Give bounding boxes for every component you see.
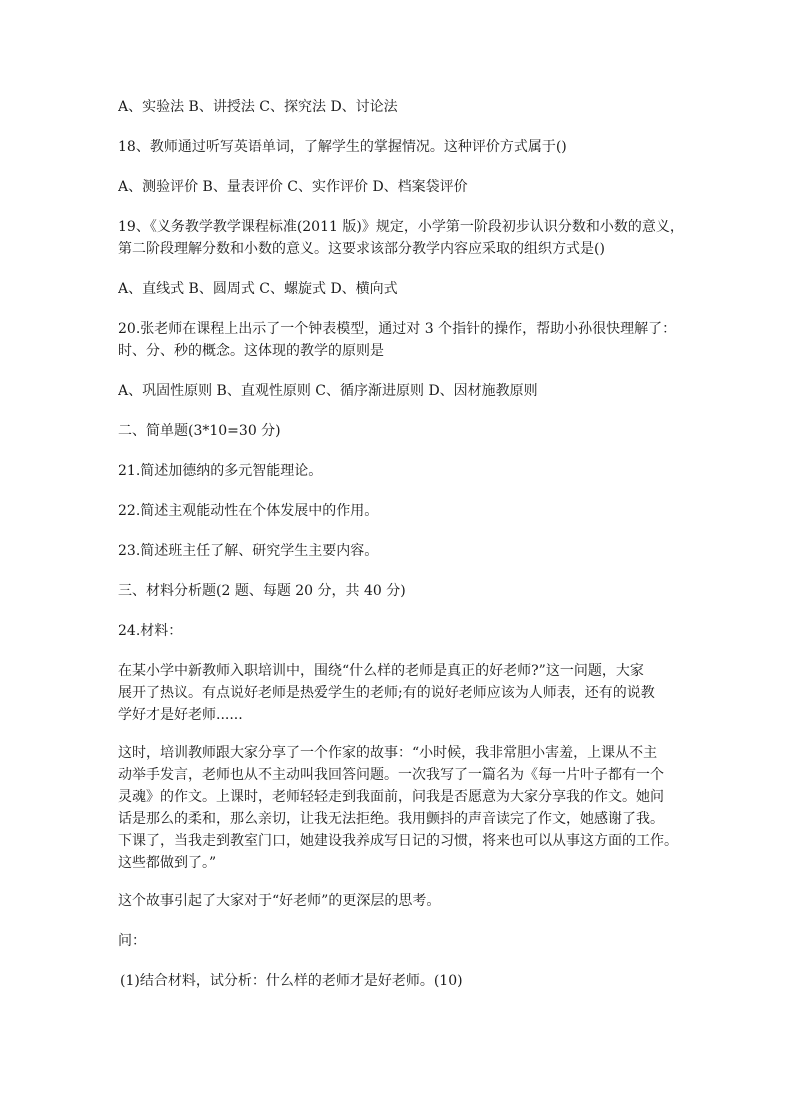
question-20-line-2: 时、分、秒的概念。这体现的教学的原则是 [118, 343, 384, 359]
material-paragraph-2-line-6: 这些都做到了。” [118, 855, 217, 871]
material-paragraph-2-line-5: 下课了，当我走到教室门口，她建设我养成写日记的习惯，将来也可以从事这方面的工作。 [118, 833, 678, 849]
question-18: 18、教师通过听写英语单词，了解学生的掌握情况。这种评价方式属于() [118, 139, 567, 155]
material-paragraph-1-line-3: 学好才是好老师...... [118, 707, 243, 723]
option-line-q19: A、直线式 B、圆周式 C、螺旋式 D、横向式 [118, 281, 398, 297]
question-23: 23.简述班主任了解、研究学生主要内容。 [118, 543, 379, 559]
material-paragraph-1-line-2: 展开了热议。有点说好老师是热爱学生的老师;有的说好老师应该为人师表，还有的说教 [118, 685, 655, 701]
material-paragraph-2-line-4: 话是那么的柔和，那么亲切，让我无法拒绝。我用颤抖的声音读完了作文，她感谢了我。 [118, 811, 664, 827]
question-21: 21.简述加德纳的多元智能理论。 [118, 463, 323, 479]
option-line-q20: A、巩固性原则 B、直观性原则 C、循序渐进原则 D、因材施教原则 [118, 383, 538, 399]
sub-question-1: (1)结合材料，试分析：什么样的老师才是好老师。(10) [120, 973, 463, 989]
material-paragraph-2-line-2: 动举手发言，老师也从不主动叫我回答问题。一次我写了一篇名为《每一片叶子都有一个 [118, 767, 664, 783]
section-heading-material-analysis: 三、材料分析题(2 题、每题 20 分，共 40 分) [118, 583, 406, 599]
material-paragraph-2-line-3: 灵魂》的作文。上课时，老师轻轻走到我面前，问我是否愿意为大家分享我的作文。她问 [118, 789, 664, 805]
question-22: 22.简述主观能动性在个体发展中的作用。 [118, 503, 379, 519]
section-heading-short-answer: 二、简单题(3*10=30 分) [118, 423, 281, 439]
option-line-q17: A、实验法 B、讲授法 C、探究法 D、讨论法 [118, 99, 398, 115]
option-line-q18: A、测验评价 B、量表评价 C、实作评价 D、档案袋评价 [118, 179, 468, 195]
question-20-line-1: 20.张老师在课程上出示了一个钟表模型，通过对 3 个指针的操作，帮助小孙很快理解了： [118, 321, 677, 337]
question-prompt-label: 问： [118, 933, 146, 949]
material-paragraph-2-line-1: 这时，培训教师跟大家分享了一个作家的故事：“小时候，我非常胆小害羞，上课从不主 [118, 745, 658, 761]
question-19-line-2: 第二阶段理解分数和小数的意义。这要求该部分教学内容应采取的组织方式是() [118, 241, 605, 257]
material-paragraph-3: 这个故事引起了大家对于“好老师”的更深层的思考。 [118, 893, 441, 909]
question-19-line-1: 19、《义务教学教学课程标准(2011 版)》规定，小学第一阶段初步认识分数和小数的意义， [118, 219, 684, 235]
question-24-label: 24.材料： [118, 623, 183, 639]
material-paragraph-1-line-1: 在某小学中新教师入职培训中，围绕“什么样的老师是真正的好老师?”这一问题，大家 [118, 663, 644, 679]
